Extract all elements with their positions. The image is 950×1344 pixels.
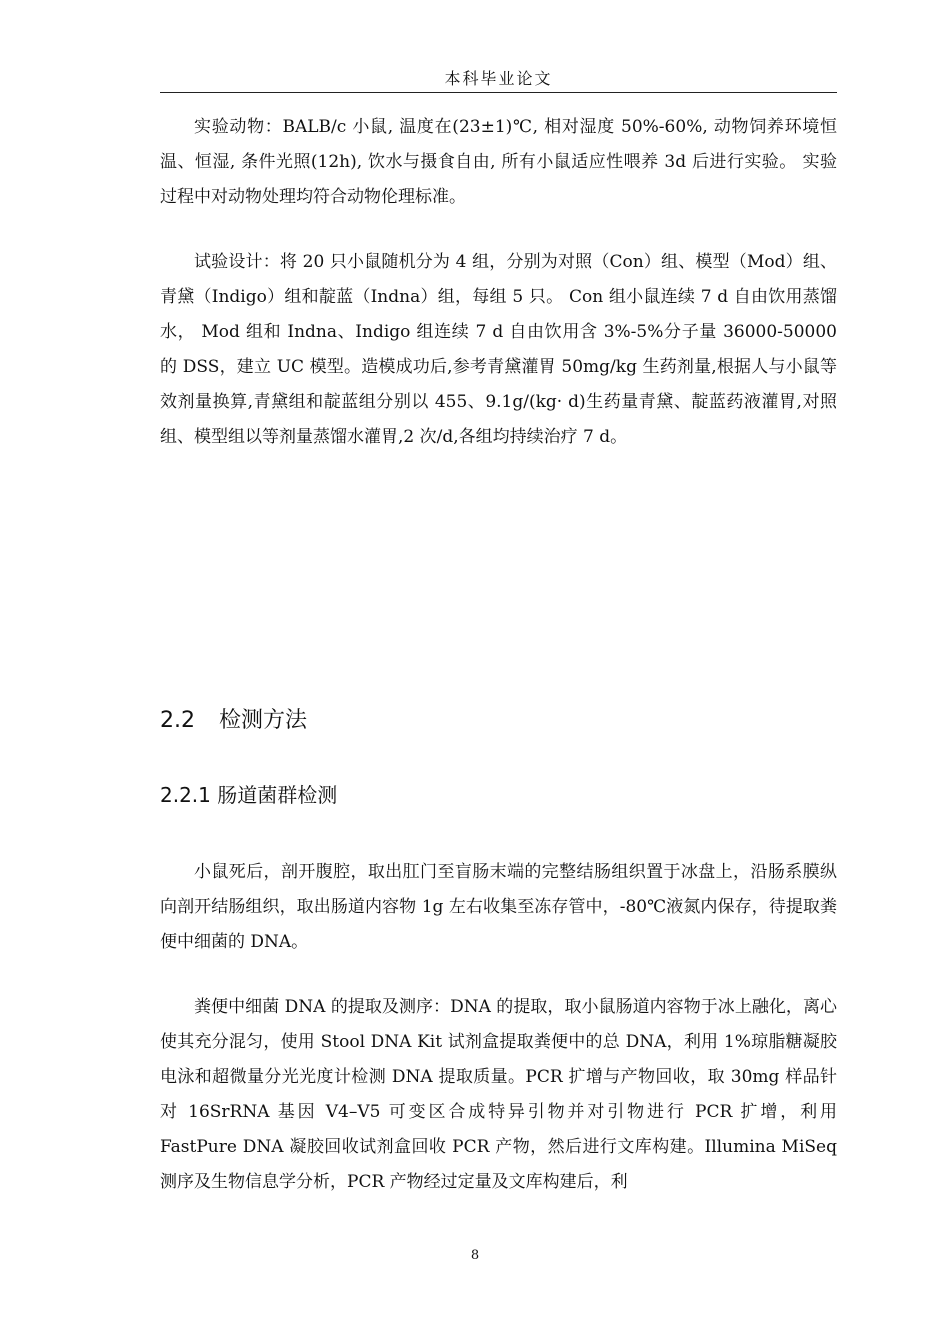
- header-rule: [160, 92, 837, 93]
- section-heading: [160, 706, 307, 736]
- paragraph-design: 试验设计：将 20 只小鼠随机分为 4 组，分别为对照（Con）组、模型（Mod）组、青黛（Indigo）组和靛蓝（Indna）组，每组 5 只。 Con 组小鼠连续 7 d 自由饮用蒸馏水， Mod 组和 Indna、Indigo 组连续 7 d 自由饮用含 3%-5%分子量 36000-50000 的 DSS，建立 UC 模型。造模成功后,参考青黛灌胃 50mg/kg 生药剂量,根据人与小鼠等效剂量换算,青黛组和靛蓝组分别以 455、9.1g/(kg· d)生药量青黛、靛蓝药液灌胃,对照组、模型组以等剂量蒸馏水灌胃,2 次/d,各组均持续治疗 7 d。: [160, 252, 837, 447]
- section-title: 检测方法: [219, 708, 308, 733]
- subsection-heading: 2.2.1 肠道菌群检测: [160, 783, 338, 807]
- paragraph-animals: 实验动物：BALB/c 小鼠, 温度在(23±1)℃, 相对湿度 50%-60%, 动物饲养环境恒温、恒湿, 条件光照(12h), 饮水与摄食自由, 所有小鼠适应性喂养 3d 后进行实验。 实验过程中对动物处理均符合动物伦理标准。: [160, 117, 837, 207]
- running-header: 本科毕业论文: [444, 69, 553, 88]
- section-number: 2.2: [160, 708, 195, 733]
- page-number: 8: [470, 1248, 480, 1263]
- paragraph-extraction: 粪便中细菌 DNA 的提取及测序：DNA 的提取，取小鼠肠道内容物于冰上融化，离心使其充分混匀，使用 Stool DNA Kit 试剂盒提取粪便中的总 DNA，利用 1%琼脂糖凝胶电泳和超微量分光光度计检测 DNA 提取质量。PCR 扩增与产物回收，取 30mg 样品针对 16SrRNA 基因 V4–V5 可变区合成特异引物并对引物进行 PCR 扩增，利用 FastPure DNA 凝胶回收试剂盒回收 PCR 产物，然后进行文库构建。Illumina MiSeq 测序及生物信息学分析，PCR 产物经过定量及文库构建后，利: [160, 997, 837, 1192]
- paragraph-sampling: 小鼠死后，剖开腹腔，取出肛门至盲肠末端的完整结肠组织置于冰盘上，沿肠系膜纵向剖开结肠组织，取出肠道内容物 1g 左右收集至冻存管中，-80℃液氮内保存，待提取粪便中细菌的 DNA。: [160, 862, 837, 952]
